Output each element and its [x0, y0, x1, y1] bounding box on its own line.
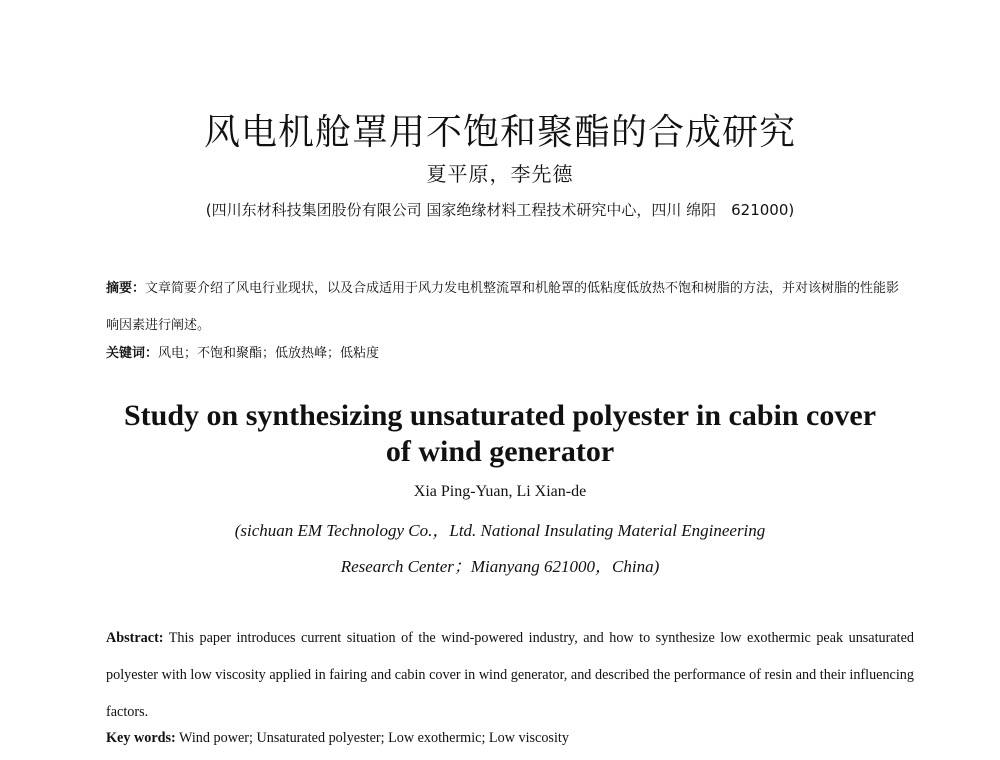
chinese-affiliation: (四川东材科技集团股份有限公司 国家绝缘材料工程技术研究中心，四川 绵阳 621000) [205, 201, 795, 219]
chinese-keywords-text: 风电；不饱和聚酯；低放热峰；低粘度 [158, 346, 380, 361]
chinese-abstract [106, 270, 906, 344]
english-affiliation-line-2: Research Center；Mianyang 621000，China) [340, 557, 660, 576]
english-affiliation [0, 513, 1000, 585]
english-title [0, 398, 1000, 470]
english-abstract [106, 620, 914, 731]
chinese-keywords-label: 关键词： [106, 346, 159, 361]
english-abstract-text: This paper introduces current situation of the wind-powered industry, and how to synthesize low exothermic peak unsaturated polyester with low viscosity applied in fairing and cabin cover in wind generator, and described the performance of resin and their influencing factors. [106, 630, 914, 720]
english-abstract-label: Abstract: [106, 630, 164, 646]
english-title-line-1: Study on synthesizing unsaturated polyester in cabin cover [123, 399, 877, 432]
chinese-abstract-text: 文章简要介绍了风电行业现状，以及合成适用于风力发电机整流罩和机舱罩的低粘度低放热不饱和树脂的方法，并对该树脂的性能影响因素进行阐述。 [106, 281, 900, 333]
english-keywords [106, 730, 914, 747]
chinese-title: 风电机舱罩用不饱和聚酯的合成研究 [203, 112, 796, 153]
chinese-authors: 夏平原，李先德 [426, 162, 574, 186]
english-authors: Xia Ping-Yuan, Li Xian-de [413, 483, 587, 500]
english-title-line-2: of wind generator [385, 435, 615, 468]
chinese-keywords [106, 342, 906, 361]
english-keywords-label: Key words: [106, 730, 176, 746]
chinese-abstract-label: 摘要： [106, 281, 146, 296]
english-affiliation-line-1: (sichuan EM Technology Co.，Ltd. National Insulating Material Engineering [234, 521, 766, 540]
english-keywords-text: Wind power; Unsaturated polyester; Low exothermic; Low viscosity [179, 730, 569, 746]
